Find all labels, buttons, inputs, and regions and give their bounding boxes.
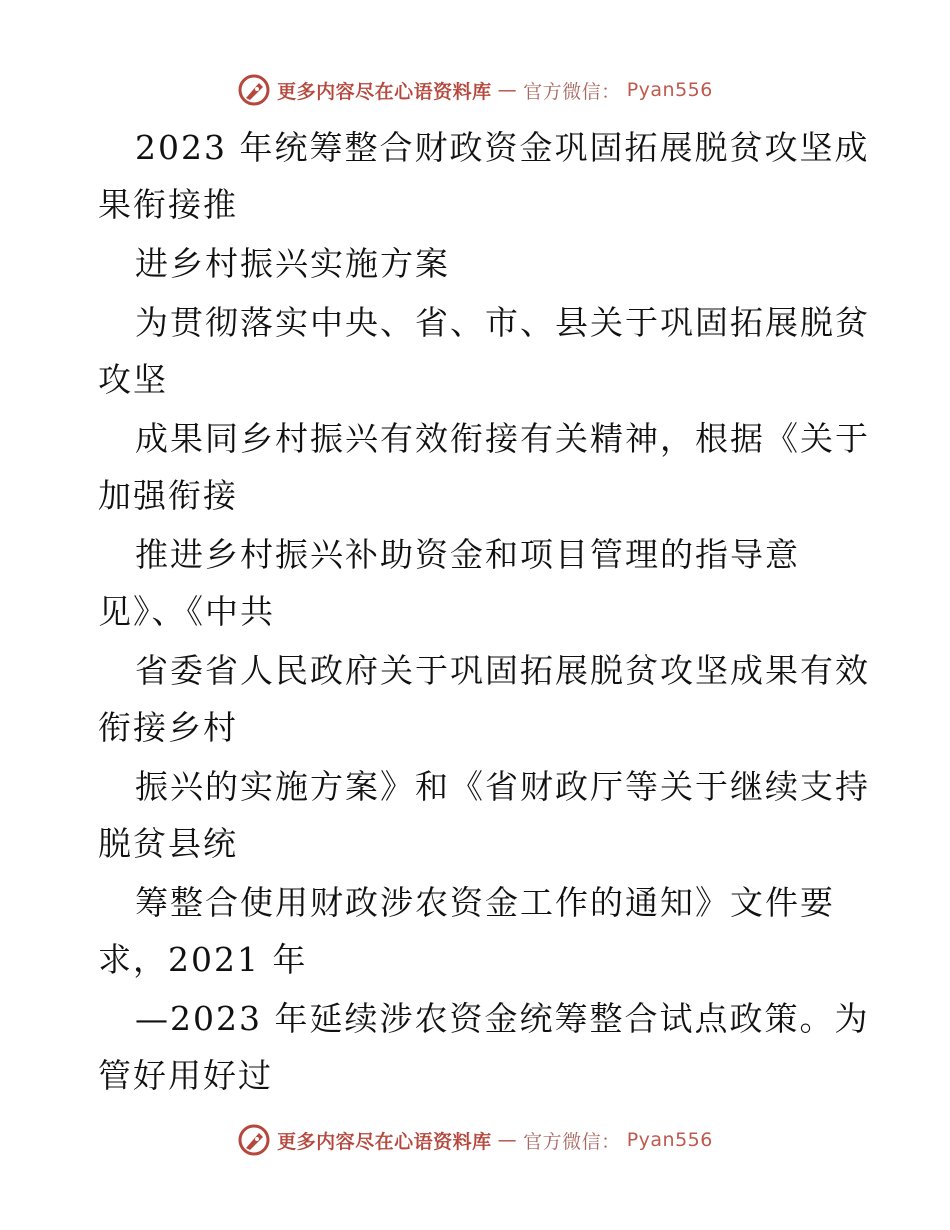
- doc-line-9: 见》、《中共: [98, 592, 275, 631]
- doc-line-2: 果衔接推: [98, 185, 238, 224]
- watermark-banner-top: [0, 70, 950, 110]
- watermark-separator: —: [497, 1129, 518, 1151]
- watermark-separator: —: [497, 79, 518, 101]
- watermark-site-text: 更多内容尽在心语资料库: [277, 80, 492, 103]
- doc-line-8: 推进乡村振兴补助资金和项目管理的指导意: [135, 535, 800, 574]
- watermark-label: 官方微信：: [523, 1130, 621, 1153]
- pen-nib-logo-icon: [237, 1123, 271, 1157]
- doc-line-15: 求，2021 年: [98, 940, 308, 979]
- doc-line-12: 振兴的实施方案》和《省财政厅等关于继续支持: [135, 767, 870, 806]
- watermark-site-text: 更多内容尽在心语资料库: [277, 1130, 492, 1153]
- doc-line-13: 脱贫县统: [98, 824, 238, 863]
- watermark-label: 官方微信：: [523, 80, 621, 103]
- doc-line-14: 筹整合使用财政涉农资金工作的通知》文件要: [135, 883, 835, 922]
- doc-line-1: 2023 年统筹整合财政资金巩固拓展脱贫攻坚成: [135, 128, 870, 167]
- doc-line-10: 省委省人民政府关于巩固拓展脱贫攻坚成果有效: [135, 651, 870, 690]
- pen-nib-logo-icon: [237, 73, 271, 107]
- watermark-wechat-id: Pyan556: [626, 79, 713, 101]
- doc-line-16: —2023 年延续涉农资金统筹整合试点政策。为: [135, 999, 870, 1038]
- doc-line-11: 衔接乡村: [98, 708, 238, 747]
- watermark-wechat-id: Pyan556: [626, 1129, 713, 1151]
- doc-line-3: 进乡村振兴实施方案: [135, 244, 450, 283]
- watermark-banner-bottom: [0, 1120, 950, 1160]
- doc-line-4: 为贯彻落实中央、省、市、县关于巩固拓展脱贫: [135, 303, 870, 342]
- doc-line-5: 攻坚: [98, 360, 168, 399]
- doc-line-6: 成果同乡村振兴有效衔接有关精神，根据《关于: [135, 419, 870, 458]
- doc-line-17: 管好用好过: [98, 1056, 273, 1095]
- doc-line-7: 加强衔接: [98, 476, 238, 515]
